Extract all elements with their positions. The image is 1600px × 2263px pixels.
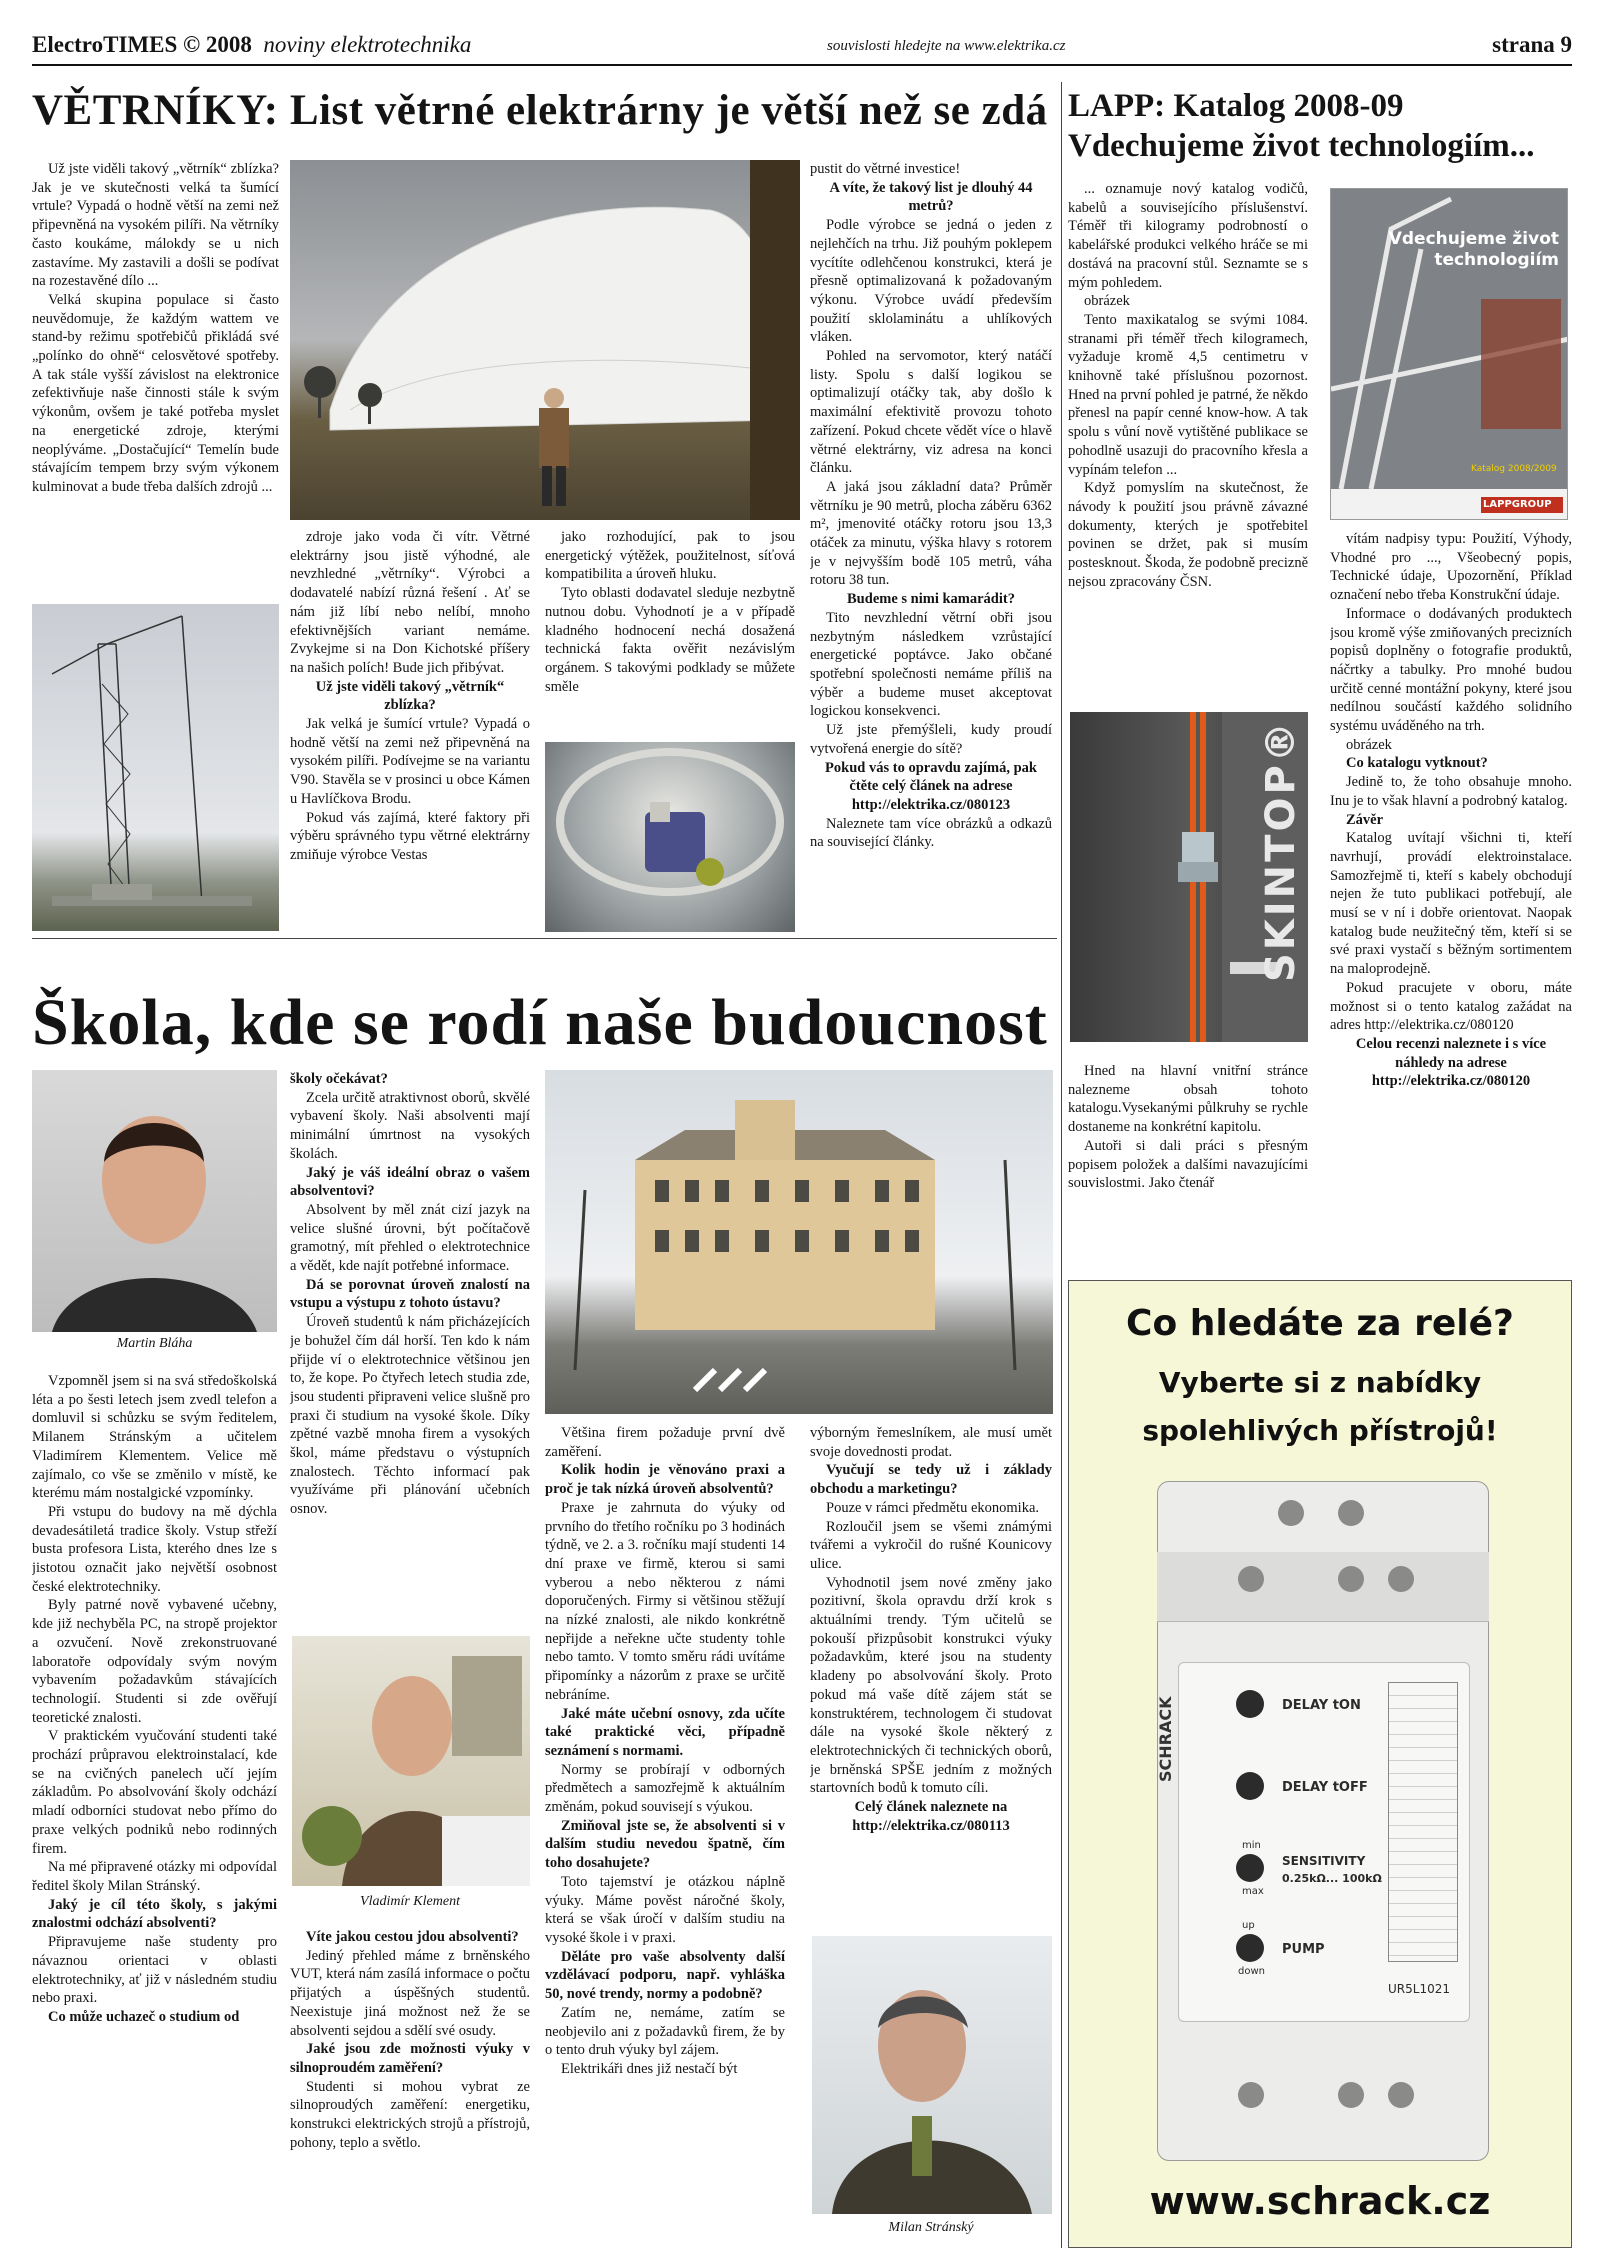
- interview-question: Dá se porovnat úroveň znalostí na vstupu a výstupu z tohoto ústavu?: [290, 1276, 530, 1312]
- catalog-cover-image: [1330, 188, 1568, 520]
- paragraph: Autoři si dali práci s přesným popisem položek a dalšími navazujícími souvislostmi. Jako čtenář: [1068, 1137, 1308, 1192]
- label-down: down: [1238, 1966, 1265, 1977]
- paragraph: Absolvent by měl znát cizí jazyk na velice slušné úrovni, být počítačově gramotný, mít přehled o elektrotechnice a vědět, kde najít potřebné informace.: [290, 1201, 530, 1275]
- paragraph: Elektrikáři dnes již nestačí být: [561, 2060, 738, 2077]
- device-model: UR5L1021: [1388, 1982, 1450, 1996]
- column-divider: [1061, 82, 1062, 2248]
- school-col-3: [545, 1424, 785, 2248]
- terminal-screw: [1238, 1566, 1264, 1592]
- header-website: souvislosti hledejte na www.elektrika.cz: [827, 38, 1066, 54]
- ad-website-link[interactable]: www.schrack.cz: [1149, 2179, 1491, 2223]
- delay-off-knob: [1236, 1772, 1264, 1800]
- caption-vladimir-klement: Vladimír Klement: [360, 1894, 460, 1909]
- label-up: up: [1242, 1920, 1255, 1931]
- ad-subline-2: spolehlivých přístrojů!: [1142, 1414, 1498, 1447]
- article-wind-title: VĚTRNÍKY: List větrné elektrárny je větší než se zdá: [32, 87, 1048, 134]
- terminal-screw: [1338, 1500, 1364, 1526]
- paragraph: Katalog uvítají všichni ti, kteří navrhují, provádí elektroinstalace. Samozřejmě ti, kteří s kabely obchodují nejen že tuto publikaci potřebují, ale musí se v ní i dobře orientovat. Naopak katalog bude neužitečný těm, kteří si se své praxi vystačí s běžným sortimentem na maloprodejně.: [1330, 830, 1572, 978]
- subheading: Budeme s nimi kamarádit?: [847, 591, 1015, 608]
- interview-question: Jaký je cíl této školy, s jakými znalostmi odchází absolventi?: [32, 1896, 277, 1932]
- paragraph: jako rozhodující, pak to jsou energetický výtěžek, použitelnost, síťová kompatibilita a úroveň hluku.: [545, 529, 795, 583]
- paragraph: Toto tajemství je otázkou náplně výuky. Máme pověst náročné školy, která se však úročí v dalším studiu na vysoké škole i v praxi.: [545, 1873, 785, 1946]
- interview-question: Jaký je váš ideální obraz o vašem absolventovi?: [290, 1164, 530, 1200]
- paragraph: Byly patrné nově vybavené učebny, kde již nechyběla PC, na stropě projektor a ozvučení. Nově zrekonstruované laboratoře odpovídaly svým novým vybavením požadavkům stávajících technologií. Studenti si zde ověřují teoretické znalosti.: [32, 1597, 277, 1726]
- paragraph: Pokud vás zajímá, které faktory při výběru správného typu větrné elektrárny zmiňuje výrobce Vestas: [290, 809, 530, 863]
- terminal-screw: [1338, 1566, 1364, 1592]
- paragraph: vítám nadpisy typu: Použití, Výhody, Vhodné pro ..., Všeobecný popis, Technické údaje, Upozornění, Příklad označení nebo třeba Konstrukční údaje.: [1330, 531, 1572, 604]
- subheading: Závěr: [1346, 811, 1384, 828]
- terminal-screw: [1238, 2082, 1264, 2108]
- subheading: A víte, že takový list je dlouhý 44 metrů?: [829, 179, 1033, 215]
- lapp-col-1b: [1068, 1062, 1308, 1246]
- paragraph: Rozloučil jsem se všemi známými tvářemi a vykročil do rušné Kounicovy ulice.: [810, 1518, 1052, 1572]
- device-diagram: [1388, 1682, 1458, 1962]
- lapp-col-1: [1068, 180, 1308, 710]
- article-link[interactable]: http://elektrika.cz/080120: [1371, 1073, 1531, 1090]
- subheading: Už jste viděli takový „větrník“ zblízka?: [315, 678, 505, 714]
- paragraph: Už jste viděli takový „větrník“ zblízka? Jak je ve skutečnosti velká ta šumící vrtule? Vypadá o hodně větší na zemi než připevněná na vysokém pilíři. Na větrníky často koukáme, málokdy se u nich zastavíme. My zastavili a došli se podívat na rozestavěné dílo ...: [32, 161, 279, 290]
- relay-device-image: [1157, 1481, 1489, 2161]
- paragraph: Hned na hlavní vnitřní stránce nalezneme obsah tohoto katalogu.Vysekanými půlkruhy se rychle dostaneme na konkrétní kapitolu.: [1068, 1063, 1308, 1136]
- device-brand: SCHRACK: [1156, 1696, 1175, 1782]
- label-delay-off: DELAY tOFF: [1282, 1780, 1368, 1795]
- paragraph: výborným řemeslníkem, ale musí umět svoje dovednosti prodat.: [810, 1425, 1052, 1460]
- label-pump: PUMP: [1282, 1942, 1325, 1957]
- publication-tagline: noviny elektrotechnika: [263, 32, 472, 57]
- label-sensitivity: SENSITIVITY: [1282, 1854, 1366, 1868]
- paragraph: Velká skupina populace si často neuvědomuje, že každým wattem ve stand-by režimu spotřebičů přikládá své „polínko do ohně“ celosvětové spotřeby. A tak stále vyšší závislost na elektronice zefektivňuje naše činnosti stále k svým výkonům, ovšem je také potřeba myslet na energetické zdroje, kterými neoplýváme. „Dostačující“ Temelín bude stávajícím tempem brzy svým výkonem kulminovat a bude třeba dalších zdrojů ...: [32, 291, 279, 495]
- label-min: min: [1242, 1840, 1261, 1851]
- article-link[interactable]: http://elektrika.cz/080113: [852, 1817, 1010, 1834]
- paragraph: Normy se probírají v odborných předmětech a samozřejmě k aktuálním změnám, pokud souvisejí s výukou.: [545, 1761, 785, 1816]
- paragraph: Už jste přemýšleli, kudy proudí vytvořená energie do sítě?: [810, 722, 1052, 757]
- paragraph: Zcela určitě atraktivnost oborů, skvělé vybavení školy. Naši absolventi mají minimální úmrtnost na vysokých školách.: [290, 1089, 530, 1162]
- paragraph: Tento maxikatalog se svými 1084. stranami při téměř třech kilogramech, vyžaduje kromě 4,5 centimetru v knihovně také příslušnou pozornost. Hned na první pohled je patrné, že někdo přenesl na papír cenné know-how. A tak spolu s vůní nově vytištěné publikace se pohodlně usazuji do pracovního křesla a vypínám telefon ...: [1068, 311, 1308, 478]
- interview-question: Jaké jsou zde možnosti výuky v silnoproudém zaměření?: [290, 2041, 530, 2076]
- paragraph: Většina firem požaduje první dvě zaměření.: [545, 1425, 785, 1460]
- terminal-screw: [1388, 2082, 1414, 2108]
- skintop-product-photo: [1070, 712, 1308, 1042]
- ad-headline: Co hledáte za relé?: [1126, 1303, 1514, 1344]
- article-link-label: Celou recenzi naleznete i s více náhledy na adrese: [1355, 1035, 1547, 1071]
- turbine-blade-photo: [290, 160, 800, 520]
- paragraph: zdroje jako voda či vítr. Větrné elektrárny jsou jistě výhodné, ale nevzhledné „větrníky“. Výrobci a dodavatelé nabízí různá řešení . Ať se nám již líbí nebo nelíbí, mnoho efektivnějších variant nemáme. Zvykejme si na Don Kichotské příšery na našich polích! Bude jich přibývat.: [290, 529, 530, 676]
- lapp-col-2: [1330, 530, 1572, 1250]
- paragraph: Úroveň studentů k nám přicházejících je bohužel čím dál horší. Ten kdo k nám přijde ví o elektrotechnice většinou jen to, že kope. Po čtyřech letech studia zde, jsou studenti připraveni velice slušně pro praxi či studium na vysoké škole. Díky zpětné vazbě mnoha firem a vysokých škol, máme představu o výstupních znalostech. Těchto informací pak využíváme při plánování učebních osnov.: [290, 1314, 530, 1518]
- school-col-1: [32, 1372, 277, 2248]
- paragraph: A jaká jsou základní data? Průměr větrníku je 90 metrů, plocha záběru 6362 m², jmenovité otáčky rotoru jsou 13,3 otáček za minutu, výška hlavy s rotorem je v nejvyšším bodě 105 metrů, váha rotoru 38 tun.: [810, 478, 1052, 589]
- paragraph: Tyto oblasti dodavatel sleduje nezbytně nutnou dobu. Vyhodnotí je a v případě kladného hodnocení nechá dosažená technická fakta ověřit nezávislým orgánem. S takovými podklady se můžete směle: [545, 585, 795, 695]
- publication-name: ElectroTIMES © 2008: [32, 32, 252, 57]
- article-lapp-title: LAPP: Katalog 2008-09 Vdechujeme život technologiím...: [1068, 88, 1535, 164]
- cover-subtitle: Katalog 2008/2009: [1471, 464, 1557, 474]
- paragraph: ... oznamuje nový katalog vodičů, kabelů a souvisejícího příslušenství. Téměř tři kilogramy podrobností o kabelářské produkci velkého hráče se mi dostává na pracovní stůl. Seznamte se s mým pohledem.: [1068, 181, 1308, 291]
- terminal-screw: [1278, 1500, 1304, 1526]
- paragraph: Studenti si mohou vybrat ze silnoproudých zaměření: energetiku, konstrukci elektrických strojů a přístrojů, pohony, teplo a světlo.: [290, 2078, 530, 2151]
- wind-col-1: [32, 160, 279, 598]
- sensitivity-knob: [1236, 1854, 1264, 1882]
- paragraph: Zatím ne, nemáme, zatím se neobjevilo ani z požadavků firem, že by o tento druh výuky byl zájem.: [545, 2004, 785, 2059]
- interview-question: Děláte pro vaše absolventy další vzdělávací podporu, např. vyhláška 50, nové trendy, normy a podobně?: [545, 1948, 785, 2003]
- schrack-advertisement[interactable]: [1068, 1280, 1572, 2248]
- article-link-label: Pokud vás to opravdu zajímá, pak čtěte celý článek na adrese: [825, 759, 1037, 795]
- school-col-2: [290, 1070, 530, 1630]
- delay-on-knob: [1236, 1690, 1264, 1718]
- cover-title: Vdechujeme život technologiím: [1388, 229, 1559, 270]
- interview-question: Co může uchazeč o studium od: [48, 2008, 240, 2025]
- paragraph: pustit do větrné investice!: [810, 161, 961, 177]
- article-link-label: Celý článek naleznete na: [854, 1799, 1008, 1816]
- interview-question: školy očekávat?: [290, 1071, 388, 1087]
- interview-question: Vyučují se tedy už i základy obchodu a marketingu?: [810, 1462, 1052, 1498]
- wind-col-4: [810, 160, 1052, 940]
- wind-col-2: [290, 528, 530, 932]
- paragraph: Podle výrobce se jedná o jeden z nejlehčích na trhu. Již pouhým poklepem vycítíte odlehčenou konstrukci, která je přesně optimalizovaná k požadovaným výkonu. Výrobce uvádí především použití sklolaminátu a uhlíkových vláken.: [810, 217, 1052, 346]
- paragraph: Informace o dodávaných produktech jsou kromě výše zmiňovaných precizních popisů doplněny o fotografie produktů, náčrtky a tabulky. Pro mnohé budou určitě cenné montážní pokyny, které jsou nedílnou součástí každého solidního systému uváděného na trh.: [1330, 605, 1572, 735]
- servomotor-photo: [545, 742, 795, 932]
- paragraph: Když pomyslím na skutečnost, že návody k použití jsou právně závazné dokumenty, kterých je spotřebitel povinen se držet, pak si musím postesknout. Škoda, že podobně precizně nejsou zpracovány ČSN.: [1068, 480, 1308, 590]
- image-placeholder-label: obrázek: [1346, 736, 1392, 753]
- interview-question: Jaké máte učební osnovy, zda učíte také praktické věci, případně seznámení s normami.: [545, 1705, 785, 1759]
- header-rule: [32, 64, 1572, 66]
- subheading: Co katalogu vytknout?: [1346, 755, 1488, 772]
- school-col-4: [810, 1424, 1052, 1924]
- label-sensitivity-range: 0.25kΩ... 100kΩ: [1282, 1872, 1382, 1885]
- paragraph: V praktickém vyučování studenti také prochází průpravou elektroinstalací, kde se na cvičných panelech učí jejím základům. Po absolvování školy odchází mladí odborníci studovat nebo přímo do praxe velkých podniků nebo rodinných firem.: [32, 1728, 277, 1857]
- paragraph: Naleznete tam více obrázků a odkazů na související články.: [810, 815, 1052, 851]
- paragraph: Tito nevzhlední větrní obři jsou nezbytným následkem vzrůstající energetické poptávce. Jako občané spotřební společnosti nemáme příliš na výběr a budeme muset akceptovat logickou konsekvenci.: [810, 609, 1052, 720]
- label-max: max: [1242, 1886, 1264, 1897]
- paragraph: Vzpomněl jsem si na svá středoškolská léta a po šesti letech jsem zvedl telefon a domluvil si schůzku se svým ředitelem, Milanem Stránským a učitelem Vladimírem Klementem. Velice mě zajímalo, co vše se změnilo v místě, ke kterému mám nostalgické vzpomínky.: [32, 1373, 277, 1502]
- paragraph: Jak velká je šumící vrtule? Vypadá o hodně větší na zemi než připevněná na vysokém pilíři. Podívejme se na variantu V90. Stavěla se v prosinci u obce Kámen u Havlíčkova Brodu.: [290, 716, 530, 807]
- paragraph: Jedině to, že toho obsahuje mnoho. Inu je to však hlavní a podrobný katalog.: [1330, 774, 1572, 809]
- paragraph: Při vstupu do budovy na mě dýchla devadesátiletá tradice školy. Vstup střeží busta profesora Lista, kterého dnes lze s jistotou označit jako největší osobnost české elektrotechniky.: [32, 1503, 277, 1595]
- label-delay-on: DELAY tON: [1282, 1698, 1361, 1713]
- paragraph: Praxe je zahrnuta do výuky od prvního do třetího ročníku po 3 hodinách týdně, ve 2. a 3. ročníku mají studenti 14 dní praxe ve firmě, kterou si sami vyberou a nebo některou z námi doporučených. Firmy si většinou stěžují na nízké znalosti, ale nikdo konkrétně nepřijde a neřekne učte studenty tohle nebo tamto. V tomto směru rádi uvítáme připomínky a názorům z praxe se určitě nebráníme.: [545, 1499, 785, 1703]
- paragraph: Vyhodnotil jsem nové změny jako pozitivní, škola opravdu drží krok s aktuálními trendy. Tým učitelů se pokouší přizpůsobit konstrukci výuky požadavkům, které jsou na studenty kladeny po absolvování školy. Proto pokud má vaše dítě zájem stát se konstruktérem, technologem či studovat dále na vysoké škole některý z elektrotechnických či technických oborů, je brněnská SPŠE jedním z možných startovních bodů k tomuto cíli.: [810, 1574, 1052, 1797]
- paragraph: Připravujeme naše studenty pro návaznou orientaci v oblasti elektrotechniky, ať již v následném studiu nebo praxi.: [32, 1934, 277, 2007]
- wind-col-3: [545, 528, 795, 728]
- school-col-2b: [290, 1928, 530, 2246]
- pump-knob: [1236, 1934, 1264, 1962]
- paragraph: Na mé připravené otázky mi odpovídal ředitel školy Milan Stránský.: [32, 1859, 277, 1894]
- paragraph: Jediný přehled máme z brněnského VUT, která nám zasílá informace o počtu přijatých a úspěšných studentů. Neexistuje jiná možnost než že se absolventi sejdou a sdělí své osudy.: [290, 1947, 530, 2039]
- article-school-title: Škola, kde se rodí naše budoucnost: [32, 986, 1048, 1059]
- caption-martin-blaha: Martin Bláha: [116, 1336, 193, 1351]
- crane-photo: [32, 604, 279, 931]
- interview-question: Víte jakou cestou jdou absolventi?: [306, 1929, 519, 1945]
- caption-milan-stransky: Milan Stránský: [888, 2220, 974, 2235]
- school-building-photo: [545, 1070, 1053, 1414]
- article-link[interactable]: http://elektrika.cz/080123: [851, 796, 1011, 813]
- image-placeholder-label: obrázek: [1084, 293, 1130, 310]
- page-header: [32, 28, 1572, 64]
- interview-question: Zmiňoval jste se, že absolventi si v dalším studiu nevedou špatně, čím toho dosahujete?: [545, 1817, 785, 1872]
- paragraph: Pohled na servomotor, který natáčí listy. Spolu s další logikou se optimalizují otáčky tak, aby došlo k maximální efektivitě provozu tohoto zařízení. Pokud chcete vědět více o hlavě větrné elektrárny, viz adresa na konci článku.: [810, 348, 1052, 477]
- ad-subline-1: Vyberte si z nabídky: [1158, 1366, 1482, 1399]
- portrait-vladimir-klement: [292, 1636, 530, 1886]
- cover-brand: LAPPGROUP: [1483, 499, 1552, 510]
- terminal-screw: [1338, 2082, 1364, 2108]
- paragraph: Pouze v rámci předmětu ekonomika.: [826, 1499, 1040, 1516]
- page-number: strana 9: [1492, 32, 1572, 57]
- paragraph: Pokud pracujete v oboru, máte možnost si o tento katalog zažádat na adres http://elektrika.cz/080120: [1330, 979, 1572, 1034]
- terminal-screw: [1388, 1566, 1414, 1592]
- interview-question: Kolik hodin je věnováno praxi a proč je tak nízká úroveň absolventů?: [545, 1462, 785, 1498]
- skintop-logo: SKINTOP®: [1258, 719, 1304, 982]
- portrait-milan-stransky: [812, 1936, 1052, 2214]
- portrait-martin-blaha: [32, 1070, 277, 1332]
